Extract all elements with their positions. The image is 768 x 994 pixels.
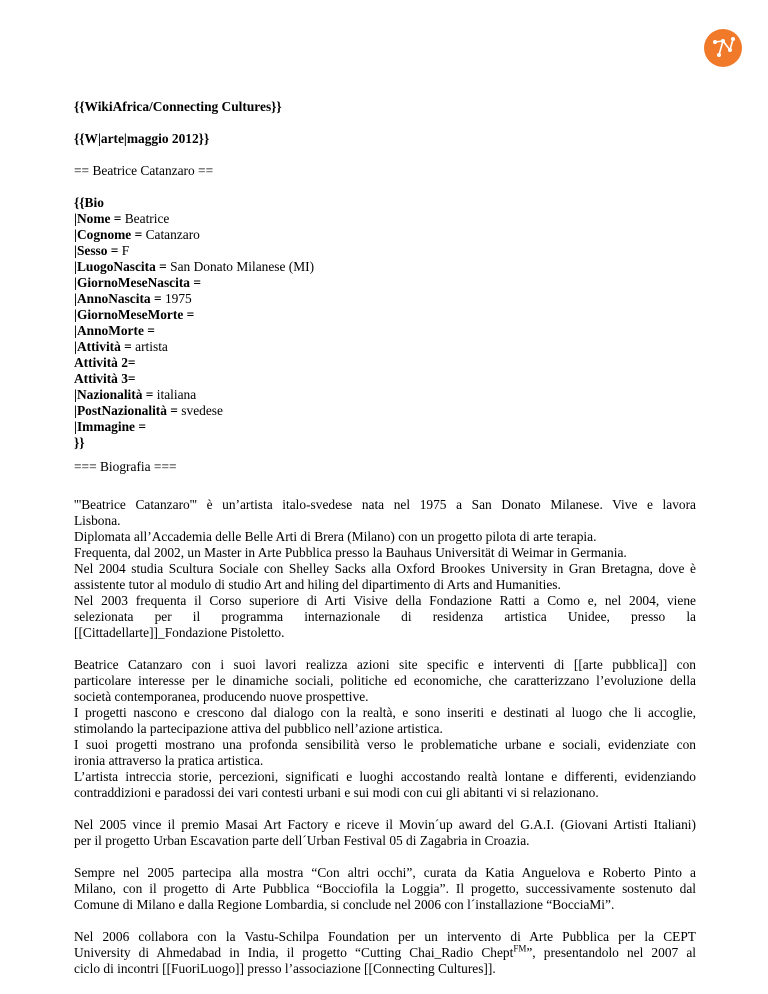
bio-field-value: San Donato Milanese (MI) — [170, 259, 315, 274]
bio-field-value: italiana — [156, 387, 197, 402]
paragraph-2005-award — [74, 817, 696, 849]
text-line: assistente tutor al modulo di studio Art and hiling del dipartimento di Arts and Humanities. — [74, 577, 561, 592]
bio-field — [74, 259, 696, 275]
paragraph-2006 — [74, 929, 696, 977]
paragraph-bio-intro — [74, 497, 696, 641]
bio-field-key: Attività 3= — [74, 371, 136, 386]
bio-fields — [74, 211, 696, 435]
text-line: '''Beatrice Catanzaro''' è un’artista italo-svedese nata nel 1975 a San Donato Milanese. Vive e lavora — [74, 497, 696, 512]
text-line: contraddizioni e paradossi dei vari contesti urbani e sui modi con cui gli abitanti vi si relazionano. — [74, 785, 599, 800]
bio-field — [74, 339, 696, 355]
bio-field-value: svedese — [181, 403, 223, 418]
bio-field — [74, 227, 696, 243]
text-fragment: University di Ahmedabad in India, il progetto “Cutting Chai_Radio Chept — [74, 945, 514, 960]
bio-field-value: 1975 — [164, 291, 192, 306]
bio-field-key: |Nome = — [74, 211, 125, 226]
bio-field-key: |LuogoNascita = — [74, 259, 171, 274]
bio-field — [74, 371, 696, 387]
superscript-fm: FM — [513, 943, 527, 954]
text-fragment: ”, presentandolo nel 2007 al — [526, 945, 696, 960]
bio-field — [74, 419, 696, 435]
bio-field-value: F — [121, 243, 130, 258]
text-line: Nel 2003 frequenta il Corso superiore di Arti Visive della Fondazione Ratti a Como e, nel 2004, viene — [74, 593, 696, 608]
bio-field-key: Attività 2= — [74, 355, 136, 370]
bio-field-value: Catanzaro — [145, 227, 200, 242]
text-line: Diplomata all’Accademia delle Belle Arti di Brera (Milano) con un progetto pilota di arte terapia. — [74, 529, 597, 544]
bio-field-key: |Immagine = — [74, 419, 146, 434]
bio-close: }} — [74, 435, 85, 450]
paragraph-2005-exhibition — [74, 865, 696, 913]
bio-field-key: |Attività = — [74, 339, 136, 354]
text-line: Nel 2006 collabora con la Vastu-Schilpa Foundation per un intervento di Arte Pubblica per la CEPT — [74, 929, 696, 944]
bio-field-key: |GiornoMeseMorte = — [74, 307, 195, 322]
text-line: particolare interesse per le dinamiche sociali, politiche ed economiche, che caratterizzano l’evoluzione della — [74, 673, 696, 688]
text-line: [[Cittadellarte]]_Fondazione Pistoletto. — [74, 625, 285, 640]
bio-field — [74, 291, 696, 307]
text-line: Milano, con il progetto di Arte Pubblica “Bocciofila la Loggia”. Il progetto, successivamente sostenuto dal — [74, 881, 696, 896]
bio-field — [74, 275, 696, 291]
text-line: I progetti nascono e crescono dal dialogo con la realtà, e sono inseriti e destinati al luogo che li accoglie, — [74, 705, 696, 720]
bio-field-key: |PostNazionalità = — [74, 403, 182, 418]
text-line — [74, 945, 696, 961]
bio-field-key: |AnnoNascita = — [74, 291, 165, 306]
bio-field — [74, 323, 696, 339]
text-line: Nel 2005 vince il premio Masai Art Factory e riceve il Movin´up award del G.A.I. (Giovani Artisti Italiani) — [74, 817, 696, 832]
bio-field-value: Beatrice — [124, 211, 170, 226]
text-line: L’artista intreccia storie, percezioni, significati e luoghi accostando realtà lontane e differenti, evidenziando — [74, 769, 696, 784]
bio-field — [74, 403, 696, 419]
text-line: selezionata per il programma internazionale di residenza artistica Unidee, presso la — [74, 609, 696, 624]
bio-field — [74, 211, 696, 227]
bio-field-key: |Cognome = — [74, 227, 146, 242]
bio-field-key: |Nazionalità = — [74, 387, 157, 402]
bio-field — [74, 387, 696, 403]
logo-icon — [703, 28, 743, 68]
bio-field-key: |Sesso = — [74, 243, 122, 258]
text-line: Comune di Milano e dalla Regione Lombardia, si conclude nel 2006 con l´installazione “BocciaMi”. — [74, 897, 615, 912]
text-line: I suoi progetti mostrano una profonda sensibilità verso le problematiche urbane e sociali, evidenziate con — [74, 737, 696, 752]
w-template: {{W|arte|maggio 2012}} — [74, 131, 210, 146]
paragraph-works — [74, 657, 696, 801]
text-line: Sempre nel 2005 partecipa alla mostra “Con altri occhi”, curata da Katia Anguelova e Roberto Pinto a — [74, 865, 696, 880]
bio-open: {{Bio — [74, 195, 104, 210]
text-line: Beatrice Catanzaro con i suoi lavori realizza azioni site specific e interventi di [[arte pubblica]] con — [74, 657, 696, 672]
text-line: ciclo di incontri [[FuoriLuogo]] presso l’associazione [[Connecting Cultures]]. — [74, 961, 496, 976]
biografia-heading: === Biografia === — [74, 459, 177, 474]
text-line: società contemporanea, producendo nuove prospettive. — [74, 689, 369, 704]
text-line: stimolando la partecipazione attiva del pubblico nell’azione artistica. — [74, 721, 443, 736]
wiki-template: {{WikiAfrica/Connecting Cultures}} — [74, 99, 282, 114]
text-line: per il progetto Urban Escavation parte dell´Urban Festival 05 di Zagabria in Croazia. — [74, 833, 530, 848]
text-line: Nel 2004 studia Scultura Sociale con Shelley Sacks alla Oxford Brookes University in Gran Bretagna, dove è — [74, 561, 696, 576]
document-body — [74, 99, 696, 977]
bio-field-key: |GiornoMeseNascita = — [74, 275, 201, 290]
title-heading: == Beatrice Catanzaro == — [74, 163, 214, 178]
bio-field-value: artista — [135, 339, 168, 354]
bio-field — [74, 355, 696, 371]
bio-template — [74, 195, 696, 451]
bio-field-key: |AnnoMorte = — [74, 323, 155, 338]
text-line: Frequenta, dal 2002, un Master in Arte Pubblica presso la Bauhaus Universität di Weimar in Germania. — [74, 545, 627, 560]
bio-field — [74, 307, 696, 323]
text-line: ironia attraverso la pratica artistica. — [74, 753, 264, 768]
bio-field — [74, 243, 696, 259]
text-line: Lisbona. — [74, 513, 121, 528]
